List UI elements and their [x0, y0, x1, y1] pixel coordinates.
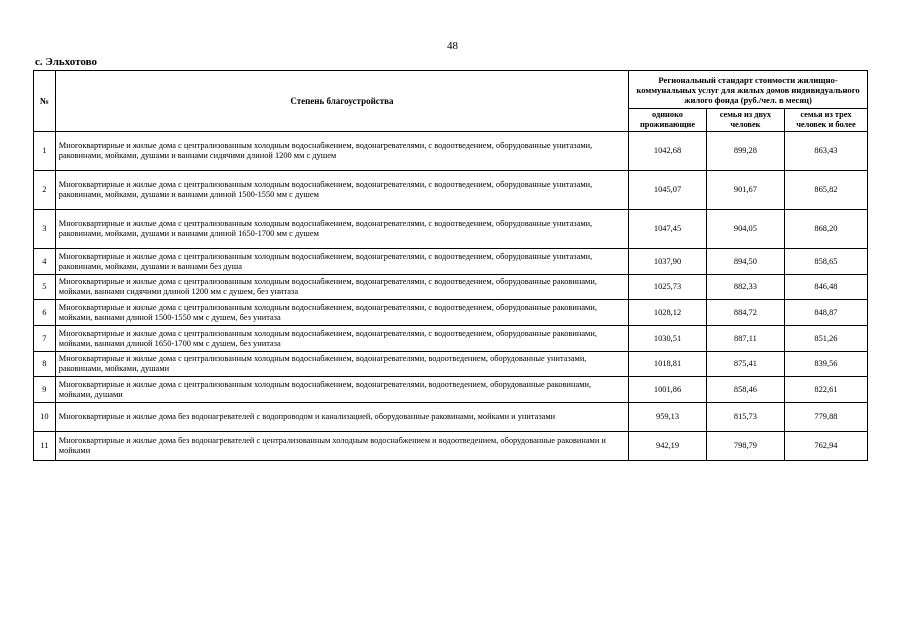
- row-value-single: 1028,12: [629, 300, 707, 326]
- row-value-three: 865,82: [784, 171, 867, 210]
- row-num: 11: [34, 432, 56, 461]
- table-row: [34, 352, 868, 377]
- header-num: №: [34, 71, 56, 132]
- row-value-single: 1030,51: [629, 326, 707, 352]
- row-value-three: 846,48: [784, 275, 867, 300]
- row-value-three: 848,87: [784, 300, 867, 326]
- table-row: [34, 377, 868, 403]
- header-single: одиноко проживающие: [629, 109, 707, 132]
- table-row: [34, 432, 868, 461]
- row-value-three: 863,43: [784, 132, 867, 171]
- row-value-two: 899,28: [706, 132, 784, 171]
- row-num: 10: [34, 403, 56, 432]
- header-standard-group: Региональный стандарт стоимости жилищно-коммунальных услуг для жилых домов индивидуального жилого фонда (руб./чел. в месяц): [629, 71, 868, 109]
- row-value-single: 1037,90: [629, 249, 707, 275]
- row-value-three: 858,65: [784, 249, 867, 275]
- header-family-two: семья из двух человек: [706, 109, 784, 132]
- table-row: [34, 249, 868, 275]
- row-value-single: 1025,73: [629, 275, 707, 300]
- row-value-single: 959,13: [629, 403, 707, 432]
- row-num: 2: [34, 171, 56, 210]
- row-value-two: 894,50: [706, 249, 784, 275]
- row-num: 4: [34, 249, 56, 275]
- row-description: Многоквартирные и жилые дома с централизованным холодным водоснабжением, водонагревателями, с водоотведением, оборудованные раковинами, мойками, ваннами сидячими длиной 1200 мм с душем, без унитаза: [55, 275, 628, 300]
- table-row: [34, 171, 868, 210]
- row-value-single: 1045,07: [629, 171, 707, 210]
- row-num: 9: [34, 377, 56, 403]
- row-description: Многоквартирные и жилые дома без водонагревателей с водопроводом и канализацией, оборудованные раковинами, мойками и унитазами: [55, 403, 628, 432]
- table-row: [34, 403, 868, 432]
- row-num: 3: [34, 210, 56, 249]
- row-value-single: 1042,68: [629, 132, 707, 171]
- header-description: Степень благоустройства: [55, 71, 628, 132]
- row-description: Многоквартирные и жилые дома с централизованным холодным водоснабжением, водонагревателями, с водоотведением, оборудованные унитазами, раковинами, мойками, душами и ваннами длиной 1500-1550 мм с душем: [55, 171, 628, 210]
- row-num: 1: [34, 132, 56, 171]
- row-value-three: 762,94: [784, 432, 867, 461]
- locality-title: с. Эльхотово: [35, 56, 97, 68]
- row-value-three: 779,88: [784, 403, 867, 432]
- header-family-three: семья из трех человек и более: [784, 109, 867, 132]
- row-value-two: 798,79: [706, 432, 784, 461]
- row-description: Многоквартирные и жилые дома с централизованным холодным водоснабжением, водонагревателями, с водоотведением, оборудованные унитазами, раковинами, мойками, душами и ваннами сидячими длиной 1200 мм с душем: [55, 132, 628, 171]
- table-row: [34, 275, 868, 300]
- row-value-single: 1001,86: [629, 377, 707, 403]
- table-row: [34, 132, 868, 171]
- row-description: Многоквартирные и жилые дома без водонагревателей с централизованным холодным водоснабжением и водоотведением, оборудованные раковинами и мойками: [55, 432, 628, 461]
- tariff-table: [33, 70, 868, 461]
- row-description: Многоквартирные и жилые дома с централизованным холодным водоснабжением, водонагревателями, водоотведением, оборудованные унитазами, раковинами, мойками, душами: [55, 352, 628, 377]
- row-num: 7: [34, 326, 56, 352]
- row-value-single: 1018,81: [629, 352, 707, 377]
- row-num: 5: [34, 275, 56, 300]
- row-num: 8: [34, 352, 56, 377]
- row-description: Многоквартирные и жилые дома с централизованным холодным водоснабжением, водонагревателями, водоотведением, оборудованные раковинами, мойками, душами: [55, 377, 628, 403]
- table-row: [34, 300, 868, 326]
- row-value-single: 942,19: [629, 432, 707, 461]
- page-number: 48: [447, 40, 458, 52]
- row-value-two: 815,73: [706, 403, 784, 432]
- row-value-two: 887,11: [706, 326, 784, 352]
- row-value-two: 858,46: [706, 377, 784, 403]
- row-value-two: 875,41: [706, 352, 784, 377]
- row-value-three: 822,61: [784, 377, 867, 403]
- row-value-single: 1047,45: [629, 210, 707, 249]
- row-description: Многоквартирные и жилые дома с централизованным холодным водоснабжением, водонагревателями, с водоотведением, оборудованные унитазами, раковинами, мойками, душами и ваннами длиной 1650-1700 мм с душем: [55, 210, 628, 249]
- row-value-two: 882,33: [706, 275, 784, 300]
- table-row: [34, 326, 868, 352]
- row-value-two: 884,72: [706, 300, 784, 326]
- row-value-three: 851,26: [784, 326, 867, 352]
- row-description: Многоквартирные и жилые дома с централизованным холодным водоснабжением, водонагревателями, с водоотведением, оборудованные раковинами, мойками, ваннами длиной 1500-1550 мм с душем, без унитаза: [55, 300, 628, 326]
- row-value-two: 901,67: [706, 171, 784, 210]
- table-row: [34, 210, 868, 249]
- row-description: Многоквартирные и жилые дома с централизованным холодным водоснабжением, водонагревателями, с водоотведением, оборудованные унитазами, раковинами, мойками, душами и ваннами без душа: [55, 249, 628, 275]
- row-description: Многоквартирные и жилые дома с централизованным холодным водоснабжением, водонагревателями, с водоотведением, оборудованные раковинами, мойками, ваннами длиной 1650-1700 мм с душем, без унитаза: [55, 326, 628, 352]
- row-value-two: 904,05: [706, 210, 784, 249]
- row-value-three: 868,20: [784, 210, 867, 249]
- row-value-three: 839,56: [784, 352, 867, 377]
- row-num: 6: [34, 300, 56, 326]
